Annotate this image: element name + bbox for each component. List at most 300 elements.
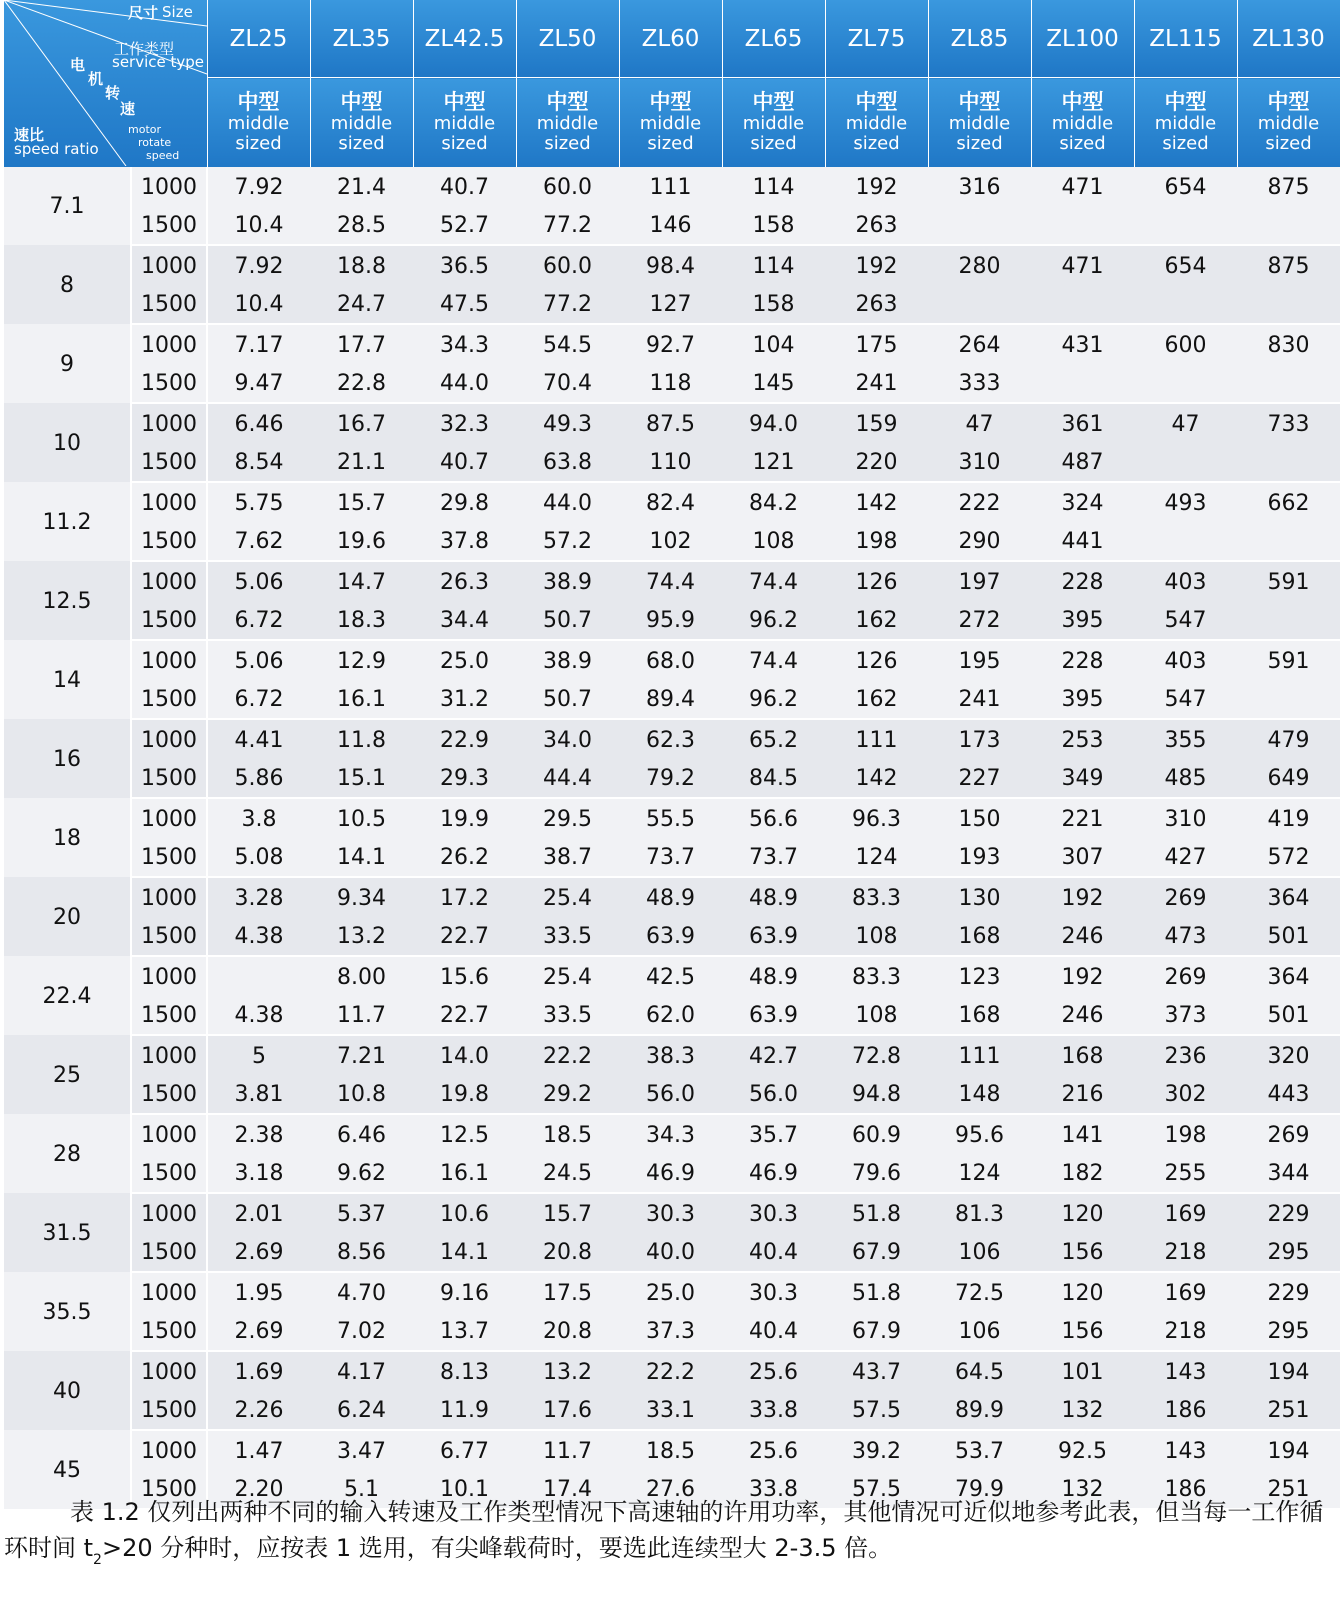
power-value-cell: 48.9 — [722, 956, 825, 996]
power-value-cell: 54.5 — [516, 324, 619, 364]
power-value-cell: 101 — [1031, 1351, 1134, 1391]
service-type-header — [413, 78, 516, 168]
power-value-cell: 111 — [928, 1035, 1031, 1075]
power-value-cell: 2.20 — [207, 1470, 310, 1509]
footnote-text-part1: 表 1.2 仅列出两种不同的输入转速及工作类型情况下高速轴的许用功率，其他情况可近似地参考此表，但当每一工作循环时间 t — [4, 1498, 1324, 1562]
corner-size-en: Size — [162, 3, 193, 21]
power-value-cell: 269 — [1237, 1114, 1340, 1154]
motor-speed-cell: 1500 — [131, 206, 207, 245]
motor-speed-cell: 1500 — [131, 1075, 207, 1114]
power-value-cell: 194 — [1237, 1351, 1340, 1391]
power-value-cell — [1134, 206, 1237, 245]
power-value-cell: 18.3 — [310, 601, 413, 640]
power-value-cell: 11.8 — [310, 719, 413, 759]
power-value-cell: 108 — [825, 996, 928, 1035]
power-value-cell: 14.7 — [310, 561, 413, 601]
power-value-cell: 373 — [1134, 996, 1237, 1035]
power-value-cell: 47.5 — [413, 285, 516, 324]
speed-ratio-cell: 8 — [4, 245, 131, 324]
power-value-cell: 192 — [1031, 877, 1134, 917]
power-value-cell — [1031, 285, 1134, 324]
motor-speed-cell: 1000 — [131, 719, 207, 759]
power-value-cell: 51.8 — [825, 1193, 928, 1233]
power-value-cell: 96.3 — [825, 798, 928, 838]
power-value-cell — [1031, 206, 1134, 245]
power-value-cell: 12.9 — [310, 640, 413, 680]
power-value-cell: 7.02 — [310, 1312, 413, 1351]
power-value-cell: 48.9 — [722, 877, 825, 917]
power-value-cell: 229 — [1237, 1272, 1340, 1312]
motor-speed-cell: 1000 — [131, 798, 207, 838]
power-value-cell: 67.9 — [825, 1312, 928, 1351]
power-value-cell: 74.4 — [722, 561, 825, 601]
model-header: ZL25 — [207, 0, 310, 78]
footnote-subscript: 2 — [93, 1552, 102, 1568]
table-row — [4, 1430, 1340, 1470]
power-value-cell: 34.3 — [619, 1114, 722, 1154]
service-type-header — [207, 78, 310, 168]
power-value-cell: 110 — [619, 443, 722, 482]
power-value-cell: 479 — [1237, 719, 1340, 759]
power-value-cell: 25.4 — [516, 877, 619, 917]
power-value-cell: 60.9 — [825, 1114, 928, 1154]
corner-speed-ratio-zh: 速比 — [14, 126, 45, 144]
power-value-cell: 419 — [1237, 798, 1340, 838]
power-value-cell: 11.9 — [413, 1391, 516, 1430]
service-type-header — [310, 78, 413, 168]
power-value-cell: 22.8 — [310, 364, 413, 403]
power-value-cell: 10.6 — [413, 1193, 516, 1233]
power-value-cell: 150 — [928, 798, 1031, 838]
power-value-cell: 95.9 — [619, 601, 722, 640]
service-type-zh: 中型 — [237, 90, 280, 115]
service-type-en-line1: middle — [948, 113, 1011, 135]
power-value-cell: 473 — [1134, 917, 1237, 956]
power-value-cell: 65.2 — [722, 719, 825, 759]
table-row — [4, 1233, 1340, 1272]
power-value-cell: 264 — [928, 324, 1031, 364]
service-type-en-line2: sized — [750, 133, 797, 155]
table-row — [4, 1272, 1340, 1312]
power-value-cell — [1134, 364, 1237, 403]
power-value-cell: 9.16 — [413, 1272, 516, 1312]
speed-ratio-cell: 35.5 — [4, 1272, 131, 1351]
power-value-cell: 34.4 — [413, 601, 516, 640]
table-row — [4, 798, 1340, 838]
power-value-cell: 29.2 — [516, 1075, 619, 1114]
power-value-cell: 79.2 — [619, 759, 722, 798]
power-value-cell: 22.7 — [413, 917, 516, 956]
power-value-cell: 547 — [1134, 601, 1237, 640]
power-value-cell: 6.24 — [310, 1391, 413, 1430]
service-type-en-line1: middle — [1154, 113, 1217, 135]
power-value-cell: 168 — [928, 917, 1031, 956]
power-value-cell: 875 — [1237, 245, 1340, 285]
service-type-zh: 中型 — [1267, 90, 1310, 115]
power-value-cell: 485 — [1134, 759, 1237, 798]
power-value-cell: 8.56 — [310, 1233, 413, 1272]
motor-speed-cell: 1000 — [131, 561, 207, 601]
service-type-zh: 中型 — [649, 90, 692, 115]
power-value-cell: 295 — [1237, 1233, 1340, 1272]
power-value-cell: 89.9 — [928, 1391, 1031, 1430]
power-value-cell: 25.4 — [516, 956, 619, 996]
motor-speed-cell: 1500 — [131, 1154, 207, 1193]
power-value-cell: 5.06 — [207, 561, 310, 601]
power-value-cell: 108 — [722, 522, 825, 561]
power-value-cell: 148 — [928, 1075, 1031, 1114]
motor-speed-cell: 1000 — [131, 956, 207, 996]
power-value-cell: 38.7 — [516, 838, 619, 877]
table-row — [4, 1154, 1340, 1193]
power-value-cell: 192 — [825, 167, 928, 206]
power-value-cell — [1031, 364, 1134, 403]
power-value-cell: 441 — [1031, 522, 1134, 561]
model-header: ZL35 — [310, 0, 413, 78]
power-value-cell: 126 — [825, 640, 928, 680]
power-value-cell: 42.7 — [722, 1035, 825, 1075]
power-value-cell: 649 — [1237, 759, 1340, 798]
motor-speed-cell: 1500 — [131, 1312, 207, 1351]
power-value-cell: 81.3 — [928, 1193, 1031, 1233]
power-value-cell: 74.4 — [619, 561, 722, 601]
power-value-cell: 143 — [1134, 1430, 1237, 1470]
power-value-cell: 25.6 — [722, 1430, 825, 1470]
table-row — [4, 1075, 1340, 1114]
service-type-en-line2: sized — [544, 133, 591, 155]
power-value-cell: 114 — [722, 167, 825, 206]
power-value-cell: 79.6 — [825, 1154, 928, 1193]
power-value-cell: 427 — [1134, 838, 1237, 877]
power-value-cell: 25.6 — [722, 1351, 825, 1391]
power-value-cell: 142 — [825, 759, 928, 798]
table-row — [4, 719, 1340, 759]
motor-speed-cell: 1000 — [131, 1351, 207, 1391]
power-value-cell: 18.5 — [619, 1430, 722, 1470]
service-type-header — [825, 78, 928, 168]
power-value-cell: 255 — [1134, 1154, 1237, 1193]
table-row — [4, 601, 1340, 640]
power-value-cell: 55.5 — [619, 798, 722, 838]
power-value-cell: 263 — [825, 285, 928, 324]
corner-motor-speed-zh-3: 转 — [105, 84, 121, 102]
power-value-cell: 11.7 — [516, 1430, 619, 1470]
power-value-cell: 51.8 — [825, 1272, 928, 1312]
power-value-cell: 47 — [1134, 403, 1237, 443]
power-value-cell: 92.7 — [619, 324, 722, 364]
power-value-cell: 123 — [928, 956, 1031, 996]
table-row — [4, 245, 1340, 285]
power-value-cell: 333 — [928, 364, 1031, 403]
service-type-en-line1: middle — [1051, 113, 1114, 135]
table-row — [4, 877, 1340, 917]
power-value-cell: 9.47 — [207, 364, 310, 403]
service-type-en-line1: middle — [330, 113, 393, 135]
motor-speed-cell: 1500 — [131, 285, 207, 324]
power-value-cell: 30.3 — [722, 1272, 825, 1312]
power-value-cell: 4.38 — [207, 996, 310, 1035]
power-value-cell: 2.38 — [207, 1114, 310, 1154]
power-value-cell: 38.9 — [516, 561, 619, 601]
power-value-cell: 34.3 — [413, 324, 516, 364]
power-value-cell: 106 — [928, 1233, 1031, 1272]
table-row — [4, 561, 1340, 601]
power-value-cell: 5.06 — [207, 640, 310, 680]
power-value-cell: 39.2 — [825, 1430, 928, 1470]
power-value-cell: 162 — [825, 680, 928, 719]
motor-speed-cell: 1500 — [131, 1233, 207, 1272]
power-value-cell: 114 — [722, 245, 825, 285]
power-value-cell: 94.8 — [825, 1075, 928, 1114]
power-value-cell: 32.3 — [413, 403, 516, 443]
power-value-cell: 22.9 — [413, 719, 516, 759]
service-type-en-line1: middle — [227, 113, 290, 135]
power-value-cell: 26.3 — [413, 561, 516, 601]
power-value-cell: 395 — [1031, 680, 1134, 719]
power-value-cell: 96.2 — [722, 680, 825, 719]
power-value-cell — [1237, 522, 1340, 561]
power-value-cell: 92.5 — [1031, 1430, 1134, 1470]
power-value-cell: 33.8 — [722, 1470, 825, 1509]
model-header: ZL60 — [619, 0, 722, 78]
power-value-cell: 33.1 — [619, 1391, 722, 1430]
power-value-cell: 156 — [1031, 1233, 1134, 1272]
power-value-cell: 19.8 — [413, 1075, 516, 1114]
power-value-cell: 63.8 — [516, 443, 619, 482]
power-value-cell: 60.0 — [516, 245, 619, 285]
power-value-cell: 13.7 — [413, 1312, 516, 1351]
power-value-cell: 111 — [825, 719, 928, 759]
motor-speed-cell: 1000 — [131, 1035, 207, 1075]
model-header: ZL75 — [825, 0, 928, 78]
power-value-cell: 316 — [928, 167, 1031, 206]
power-value-cell: 143 — [1134, 1351, 1237, 1391]
power-value-cell: 18.8 — [310, 245, 413, 285]
corner-motor-speed-zh-1: 电 — [70, 56, 86, 74]
power-value-cell: 7.21 — [310, 1035, 413, 1075]
power-value-cell: 18.5 — [516, 1114, 619, 1154]
motor-speed-cell: 1500 — [131, 1391, 207, 1430]
power-value-cell: 89.4 — [619, 680, 722, 719]
power-value-cell: 14.1 — [413, 1233, 516, 1272]
speed-ratio-cell: 10 — [4, 403, 131, 482]
power-value-cell: 654 — [1134, 245, 1237, 285]
power-value-cell: 295 — [1237, 1312, 1340, 1351]
power-value-cell: 120 — [1031, 1193, 1134, 1233]
power-value-cell: 19.6 — [310, 522, 413, 561]
corner-motor-speed-en-3: speed — [146, 149, 180, 162]
power-value-cell: 4.70 — [310, 1272, 413, 1312]
power-value-cell: 218 — [1134, 1312, 1237, 1351]
power-value-cell: 63.9 — [619, 917, 722, 956]
power-value-cell: 95.6 — [928, 1114, 1031, 1154]
power-value-cell: 364 — [1237, 956, 1340, 996]
power-value-cell: 246 — [1031, 996, 1134, 1035]
power-value-cell: 221 — [1031, 798, 1134, 838]
power-value-cell: 30.3 — [722, 1193, 825, 1233]
speed-ratio-cell: 18 — [4, 798, 131, 877]
power-value-cell: 83.3 — [825, 877, 928, 917]
power-value-cell: 272 — [928, 601, 1031, 640]
power-value-cell — [207, 956, 310, 996]
table-row — [4, 640, 1340, 680]
power-value-cell: 56.0 — [722, 1075, 825, 1114]
table-row — [4, 482, 1340, 522]
power-value-cell: 6.77 — [413, 1430, 516, 1470]
power-value-cell: 361 — [1031, 403, 1134, 443]
power-value-cell: 50.7 — [516, 680, 619, 719]
power-value-cell: 263 — [825, 206, 928, 245]
power-value-cell: 62.0 — [619, 996, 722, 1035]
table-row — [4, 285, 1340, 324]
motor-speed-cell: 1500 — [131, 680, 207, 719]
power-value-cell: 74.4 — [722, 640, 825, 680]
motor-speed-cell: 1500 — [131, 996, 207, 1035]
power-value-cell: 47 — [928, 403, 1031, 443]
power-value-cell: 44.0 — [516, 482, 619, 522]
power-value-cell: 73.7 — [722, 838, 825, 877]
power-value-cell: 77.2 — [516, 285, 619, 324]
service-type-zh: 中型 — [855, 90, 898, 115]
power-value-cell: 57.2 — [516, 522, 619, 561]
power-value-cell: 28.5 — [310, 206, 413, 245]
power-value-cell: 229 — [1237, 1193, 1340, 1233]
service-type-header — [722, 78, 825, 168]
power-value-cell: 403 — [1134, 640, 1237, 680]
power-value-cell: 269 — [1134, 877, 1237, 917]
corner-motor-speed-en-2: rotate — [138, 136, 172, 149]
service-type-en-line1: middle — [536, 113, 599, 135]
power-value-cell: 5 — [207, 1035, 310, 1075]
power-value-cell: 24.7 — [310, 285, 413, 324]
power-value-cell: 1.47 — [207, 1430, 310, 1470]
power-value-cell: 17.5 — [516, 1272, 619, 1312]
power-value-cell: 87.5 — [619, 403, 722, 443]
power-value-cell: 280 — [928, 245, 1031, 285]
corner-motor-speed-en-1: motor — [128, 123, 162, 136]
power-value-cell: 121 — [722, 443, 825, 482]
power-value-cell: 3.47 — [310, 1430, 413, 1470]
power-value-cell: 98.4 — [619, 245, 722, 285]
speed-ratio-cell: 16 — [4, 719, 131, 798]
power-value-cell: 6.72 — [207, 680, 310, 719]
table-row — [4, 403, 1340, 443]
service-type-zh: 中型 — [443, 90, 486, 115]
service-type-en-line2: sized — [1265, 133, 1312, 155]
motor-speed-cell: 1500 — [131, 759, 207, 798]
power-value-cell: 145 — [722, 364, 825, 403]
power-value-cell: 29.8 — [413, 482, 516, 522]
model-header: ZL42.5 — [413, 0, 516, 78]
power-value-cell: 158 — [722, 285, 825, 324]
power-value-cell — [1237, 206, 1340, 245]
power-value-cell: 16.1 — [310, 680, 413, 719]
power-value-cell: 33.5 — [516, 917, 619, 956]
power-value-cell: 127 — [619, 285, 722, 324]
corner-service-type-zh: 工作类型 — [114, 40, 175, 58]
power-value-cell: 186 — [1134, 1470, 1237, 1509]
power-value-cell: 77.2 — [516, 206, 619, 245]
power-value-cell: 20.8 — [516, 1233, 619, 1272]
power-value-cell: 141 — [1031, 1114, 1134, 1154]
power-value-cell: 82.4 — [619, 482, 722, 522]
power-value-cell: 130 — [928, 877, 1031, 917]
speed-ratio-cell: 40 — [4, 1351, 131, 1430]
power-value-cell: 7.17 — [207, 324, 310, 364]
power-value-cell: 6.72 — [207, 601, 310, 640]
power-value-cell: 10.5 — [310, 798, 413, 838]
power-value-cell: 83.3 — [825, 956, 928, 996]
power-value-cell: 108 — [825, 917, 928, 956]
table-body — [4, 167, 1340, 1509]
power-value-cell: 21.1 — [310, 443, 413, 482]
power-value-cell: 35.7 — [722, 1114, 825, 1154]
speed-ratio-cell: 7.1 — [4, 167, 131, 245]
power-value-cell — [1237, 680, 1340, 719]
power-value-cell: 60.0 — [516, 167, 619, 206]
service-type-en-line2: sized — [1059, 133, 1106, 155]
power-value-cell: 40.0 — [619, 1233, 722, 1272]
power-value-cell: 56.6 — [722, 798, 825, 838]
power-value-cell — [1237, 601, 1340, 640]
power-value-cell: 192 — [1031, 956, 1134, 996]
power-value-cell: 13.2 — [310, 917, 413, 956]
power-value-cell: 241 — [928, 680, 1031, 719]
power-value-cell: 16.7 — [310, 403, 413, 443]
power-value-cell: 3.8 — [207, 798, 310, 838]
power-value-cell: 662 — [1237, 482, 1340, 522]
power-value-cell: 324 — [1031, 482, 1134, 522]
corner-service-type-en: service type — [112, 53, 205, 71]
power-value-cell: 40.7 — [413, 167, 516, 206]
motor-speed-cell: 1000 — [131, 640, 207, 680]
power-value-cell: 19.9 — [413, 798, 516, 838]
model-header: ZL100 — [1031, 0, 1134, 78]
motor-speed-cell: 1000 — [131, 1193, 207, 1233]
model-header: ZL65 — [722, 0, 825, 78]
power-value-cell: 251 — [1237, 1470, 1340, 1509]
power-value-cell: 2.26 — [207, 1391, 310, 1430]
power-value-cell: 159 — [825, 403, 928, 443]
service-type-header — [1237, 78, 1340, 168]
service-type-zh: 中型 — [1164, 90, 1207, 115]
service-type-zh: 中型 — [340, 90, 383, 115]
footnote — [4, 1494, 1340, 1578]
power-value-cell: 302 — [1134, 1075, 1237, 1114]
power-value-cell: 57.5 — [825, 1470, 928, 1509]
power-value-cell: 1.95 — [207, 1272, 310, 1312]
power-value-cell — [1237, 443, 1340, 482]
power-value-cell: 62.3 — [619, 719, 722, 759]
corner-header-cell — [4, 0, 207, 167]
power-value-cell: 156 — [1031, 1312, 1134, 1351]
table-row — [4, 1193, 1340, 1233]
motor-speed-cell: 1000 — [131, 1430, 207, 1470]
speed-ratio-cell: 45 — [4, 1430, 131, 1509]
power-value-cell: 193 — [928, 838, 1031, 877]
power-value-cell: 84.5 — [722, 759, 825, 798]
power-value-cell: 48.9 — [619, 877, 722, 917]
power-value-cell: 168 — [928, 996, 1031, 1035]
table-row — [4, 1114, 1340, 1154]
power-value-cell: 8.00 — [310, 956, 413, 996]
power-value-cell: 57.5 — [825, 1391, 928, 1430]
power-value-cell: 6.46 — [207, 403, 310, 443]
power-value-cell: 7.62 — [207, 522, 310, 561]
service-type-header — [619, 78, 722, 168]
speed-ratio-cell: 12.5 — [4, 561, 131, 640]
power-value-cell: 31.2 — [413, 680, 516, 719]
